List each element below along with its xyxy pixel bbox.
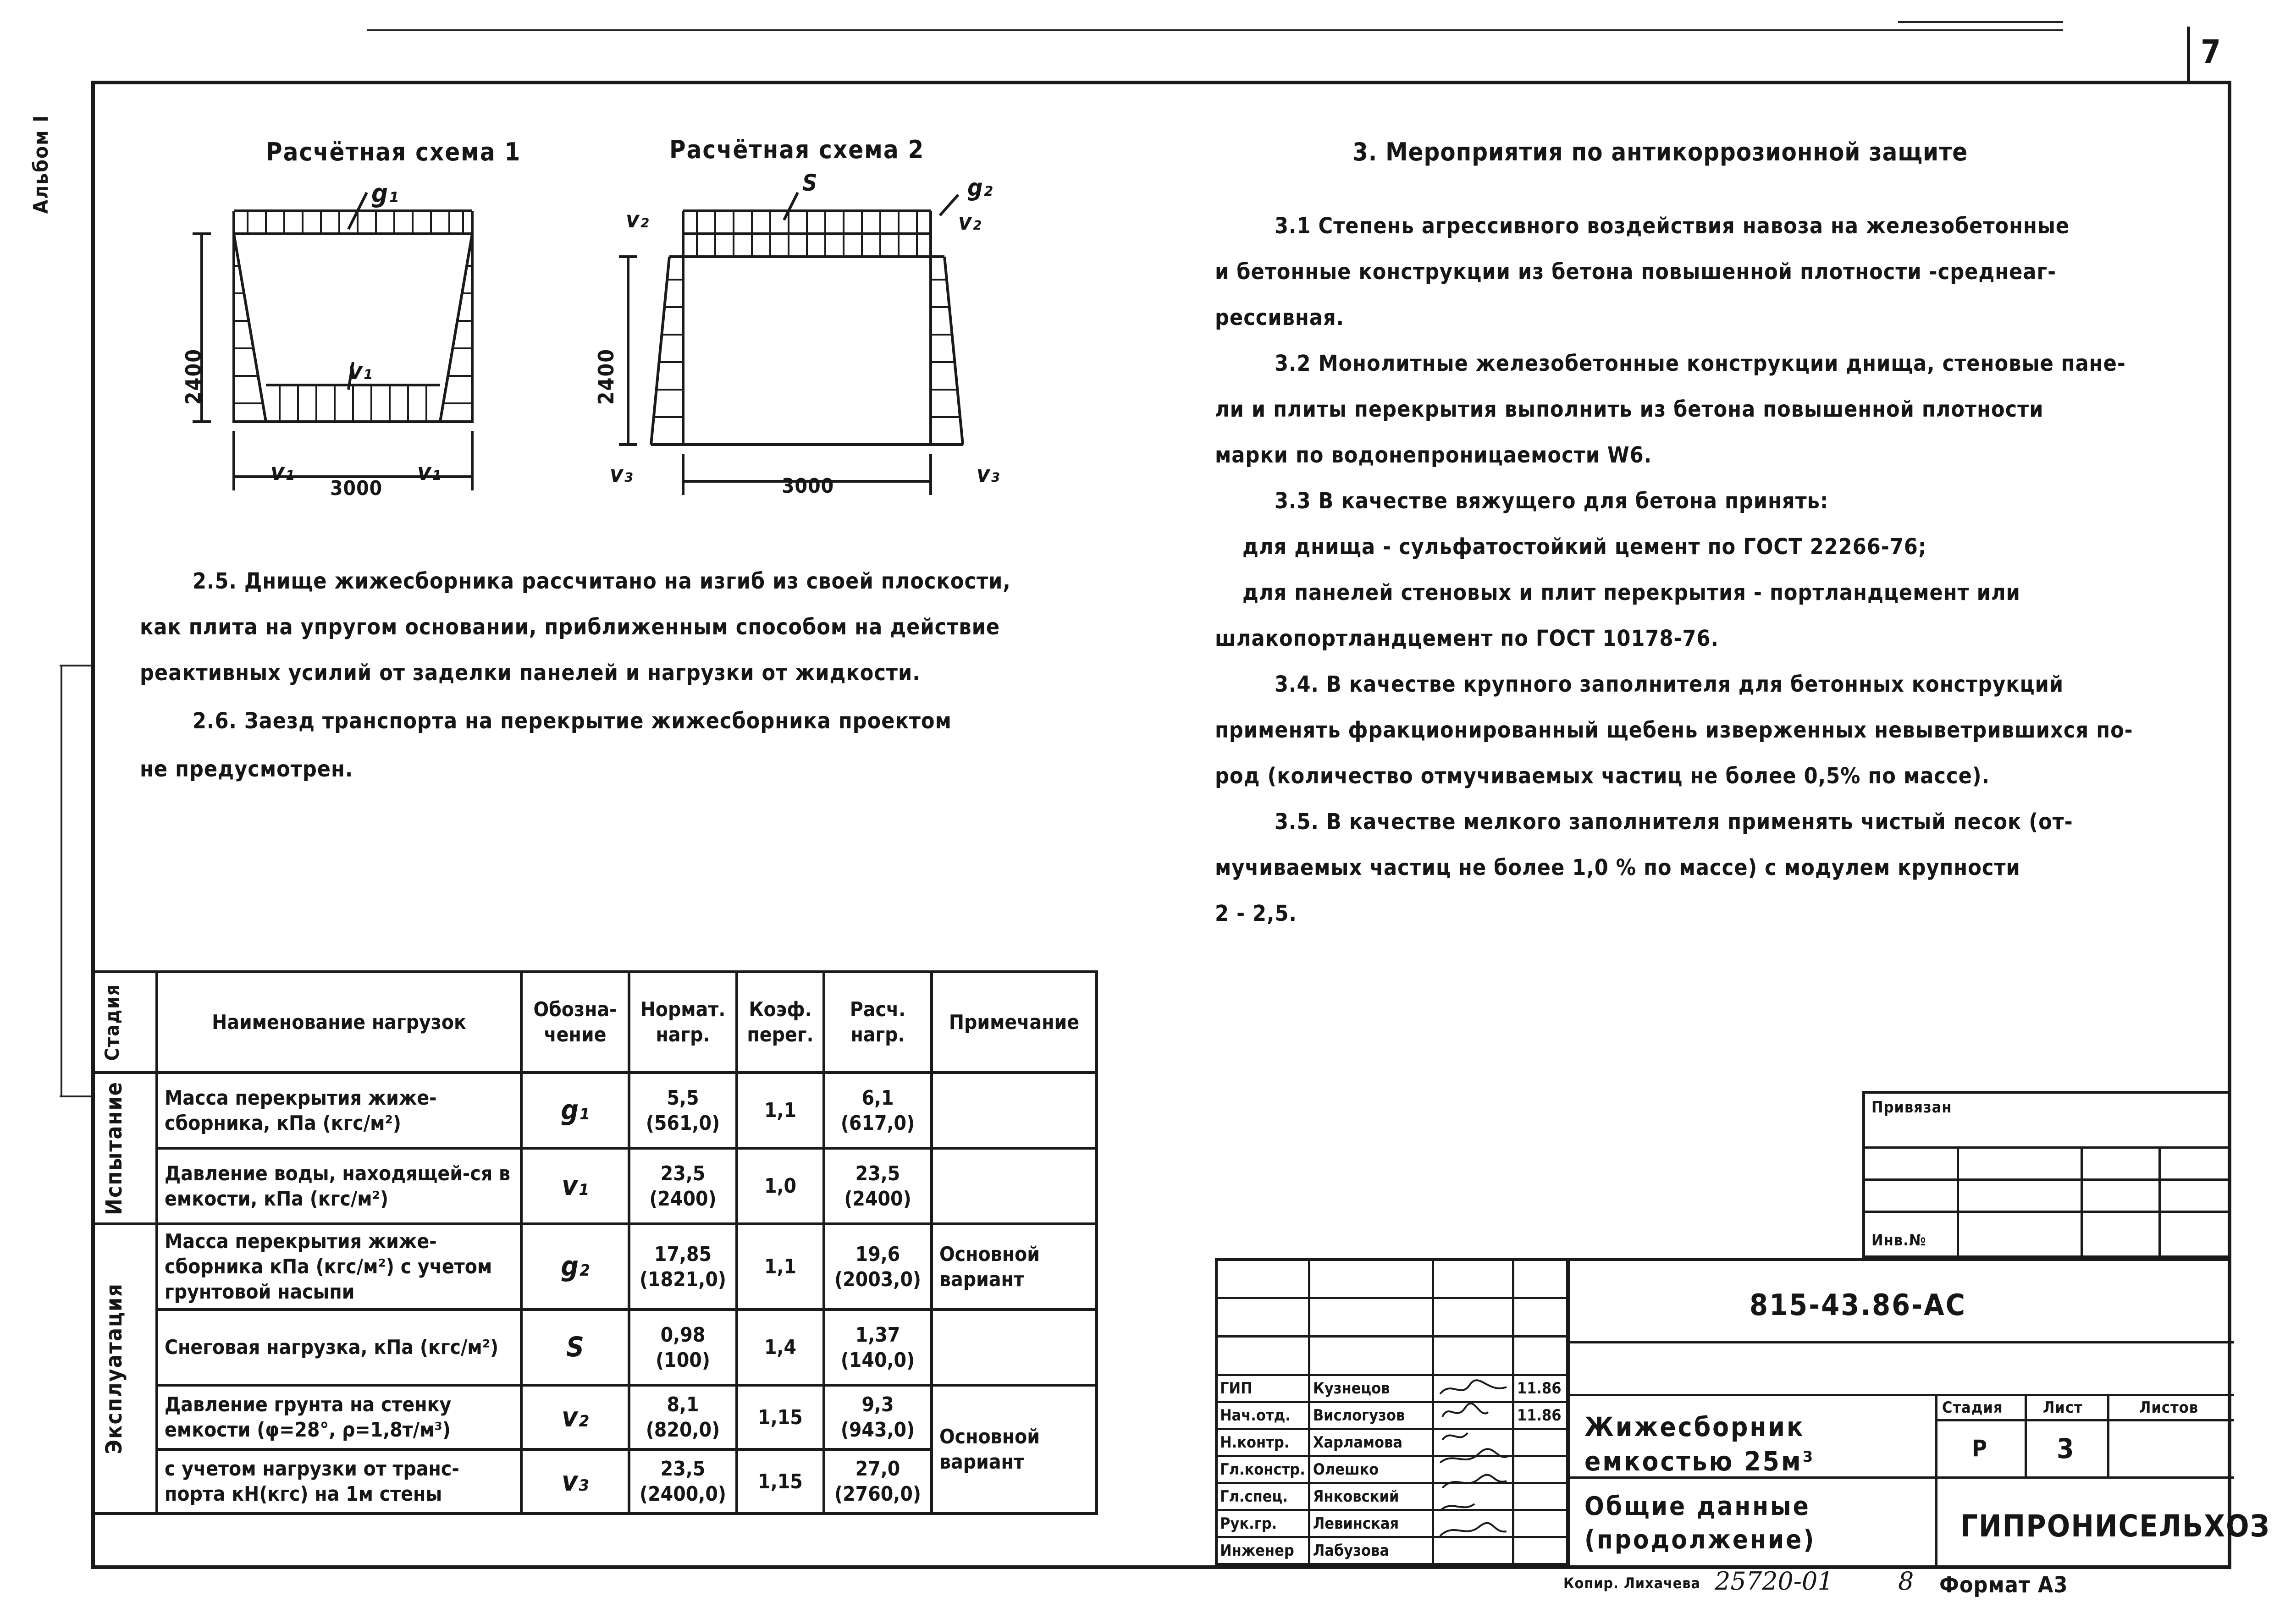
row-name: с учетом нагрузки от транс-порта кН(кгс) на 1м стены [157, 1449, 521, 1514]
album-label [29, 115, 61, 252]
section3-line-1: 3.1 Степень агрессивного воздействия навоза на железобетонные [1275, 213, 2070, 239]
row-note: Основной вариант [932, 1385, 1097, 1514]
row-coef: 1,4 [737, 1310, 824, 1385]
row-norm: 17,85 (1821,0) [629, 1224, 737, 1310]
row-calc: 23,5 (2400) [824, 1148, 932, 1224]
table-row [93, 1148, 1097, 1224]
scheme1-dim-w: 3000 [330, 477, 383, 500]
row-coef: 1,15 [737, 1385, 824, 1449]
scheme2-v2-left: v₂ [626, 206, 650, 233]
row-coef: 1,1 [737, 1224, 824, 1310]
scheme1-v-right: v₁ [417, 458, 442, 486]
sheet-title: Общие данные (продолжение) [1584, 1492, 1816, 1555]
privyazan-grid-h2 [1865, 1178, 2229, 1181]
row-calc: 27,0 (2760,0) [824, 1449, 932, 1514]
col-sheet: Лист [2043, 1398, 2083, 1417]
signer-row: Гл.констр. Олешко [1216, 1456, 1568, 1483]
row-note [932, 1073, 1097, 1148]
binding-mark-2 [60, 1096, 92, 1097]
row-symbol: v₂ [521, 1385, 629, 1449]
col-sheets: Листов [2139, 1398, 2199, 1417]
para-2-5-line-3: реактивных усилий от заделки панелей и нагрузки от жидкости. [140, 660, 921, 686]
top-rule [367, 29, 2063, 31]
scheme2-dim-w: 3000 [782, 474, 834, 498]
binding-mark [60, 665, 92, 666]
col-stage: Стадия [1942, 1398, 2003, 1417]
title-divider-5 [1935, 1419, 2234, 1421]
section3-line-16: 2 - 2,5. [1215, 901, 1297, 926]
th-stage: Стадия [93, 972, 157, 1073]
binding-line [61, 665, 62, 1096]
para-2-5-line-1: 2.5. Днище жижесборника рассчитано на изгиб из своей плоскости, [193, 568, 1011, 594]
th-symbol: Обозна-чение [521, 972, 629, 1073]
title-divider-6 [2025, 1394, 2027, 1476]
section3-line-6: марки по водонепроницаемости W6. [1215, 442, 1652, 468]
top-rule-2 [1898, 21, 2063, 23]
footer-format: Формат А3 [1939, 1572, 2068, 1598]
row-calc: 1,37 (140,0) [824, 1310, 932, 1385]
row-name: Давление воды, находящей-ся в емкости, кПа (кгс/м²) [157, 1148, 521, 1224]
scheme2-title: Расчётная схема 2 [669, 135, 925, 164]
row-symbol: g₁ [521, 1073, 629, 1148]
row-name: Давление грунта на стенку емкости (φ=28°, ρ=1,8т/м³) [157, 1385, 521, 1449]
row-symbol: v₃ [521, 1449, 629, 1514]
privyazan-block [1862, 1091, 2231, 1258]
signatures [1433, 1376, 1513, 1568]
row-calc: 19,6 (2003,0) [824, 1224, 932, 1310]
title-divider-7 [2107, 1394, 2109, 1476]
th-coef: Коэф. перег. [737, 972, 824, 1073]
th-norm: Нормат. нагр. [629, 972, 737, 1073]
signer-row: Гл.спец. Янковский [1216, 1483, 1568, 1510]
row-norm: 5,5 (561,0) [629, 1073, 737, 1148]
signer-row: Нач.отд. Вислогузов 11.86 [1216, 1402, 1568, 1429]
section3-line-13: род (количество отмучиваемых частиц не более 0,5% по массе). [1215, 763, 1990, 789]
row-coef: 1,1 [737, 1073, 824, 1148]
album-label-text: Альбом I [29, 115, 53, 214]
privyazan-grid-h1 [1865, 1146, 2229, 1149]
th-note: Примечание [932, 972, 1097, 1073]
page-number: 7 [2187, 27, 2231, 84]
row-name: Масса перекрытия жиже-сборника кПа (кгс/м²) с учетом грунтовой насыпи [157, 1224, 521, 1310]
table-row [93, 1310, 1097, 1385]
row-note: Основной вариант [932, 1224, 1097, 1310]
section3-line-10: шлакопортландцемент по ГОСТ 10178-76. [1215, 626, 1719, 651]
object-title: Жижесборник емкостью 25м³ [1584, 1411, 1815, 1477]
section3-line-3: рессивная. [1215, 305, 1345, 330]
privyazan-grid-v1 [1957, 1146, 1959, 1256]
row-coef: 1,15 [737, 1449, 824, 1514]
section3-line-15: мучиваемых частиц не более 1,0 % по массе) с модулем крупности [1215, 855, 2020, 881]
table-row [93, 1073, 1097, 1148]
row-norm: 0,98 (100) [629, 1310, 737, 1385]
privyazan-grid-v2 [2081, 1146, 2083, 1256]
table-row [93, 1224, 1097, 1310]
th-calc: Расч. нагр. [824, 972, 932, 1073]
para-2-6-line-2: не предусмотрен. [140, 756, 353, 782]
section3-line-5: ли и плиты перекрытия выполнить из бетона повышенной плотности [1215, 396, 2044, 422]
section3-line-2: и бетонные конструкции из бетона повышенной плотности -среднеаг- [1215, 259, 2057, 285]
section3-title: 3. Мероприятия по антикоррозионной защите [1352, 138, 1968, 166]
scheme2-v3-left: v₃ [610, 461, 634, 487]
signer-row: Рук.гр. Левинская [1216, 1510, 1568, 1537]
privyazan-label: Привязан [1871, 1098, 1952, 1117]
inv-label: Инв.№ [1871, 1231, 1926, 1250]
row-norm: 8,1 (820,0) [629, 1385, 737, 1449]
row-calc: 6,1 (617,0) [824, 1073, 932, 1148]
title-divider-2 [1568, 1394, 2234, 1396]
scheme1-g-label: g₁ [371, 179, 399, 209]
doc-code: 815-43.86-АС [1750, 1288, 1966, 1322]
stage-test: Испытание [93, 1073, 157, 1224]
signature-grid [1215, 1258, 1568, 1565]
loads-table [91, 970, 1098, 1515]
scheme1-title: Расчётная схема 1 [266, 138, 521, 166]
section3-line-12: применять фракционированный щебень изверженных невыветрившихся по- [1215, 717, 2133, 743]
row-symbol: v₁ [521, 1148, 629, 1224]
footer-copied: Копир. Лихачева [1563, 1574, 1700, 1592]
privyazan-grid-h3 [1865, 1211, 2229, 1213]
organization: ГИПРОНИСЕЛЬХОЗ [1960, 1508, 2270, 1544]
row-note [932, 1310, 1097, 1385]
table-row [93, 1385, 1097, 1449]
footer-sheet-mark: 8 [1898, 1567, 1914, 1596]
para-2-5-line-2: как плита на упругом основании, приближенным способом на действие [140, 614, 1000, 640]
para-2-6-line-1: 2.6. Заезд транспорта на перекрытие жижесборника проектом [193, 708, 952, 734]
stage-operation: Эксплуатация [93, 1224, 157, 1514]
row-norm: 23,5 (2400,0) [629, 1449, 737, 1514]
scheme1-v-left: v₁ [270, 458, 295, 486]
footer-number: 25720-01 [1715, 1567, 1833, 1596]
sheet-value: 3 [2057, 1433, 2075, 1465]
row-name: Снеговая нагрузка, кПа (кгс/м²) [157, 1310, 521, 1385]
scheme2-s-label: S [802, 170, 818, 196]
stage-value: Р [1972, 1435, 1987, 1462]
row-coef: 1,0 [737, 1148, 824, 1224]
section3-line-14: 3.5. В качестве мелкого заполнителя применять чистый песок (от- [1275, 809, 2073, 835]
scheme1-v-label: v₁ [348, 358, 373, 385]
row-symbol: S [521, 1310, 629, 1385]
privyazan-grid-v3 [2158, 1146, 2161, 1256]
scheme1-dim-h: 2400 [181, 348, 206, 405]
title-block [1215, 1258, 2270, 1569]
scheme1-diagram [174, 174, 532, 523]
th-name: Наименование нагрузок [157, 972, 521, 1073]
section3-line-7: 3.3 В качестве вяжущего для бетона принять: [1275, 488, 1829, 514]
title-divider-1 [1568, 1261, 1570, 1569]
scheme2-dim-h: 2400 [594, 348, 618, 405]
row-calc: 9,3 (943,0) [824, 1385, 932, 1449]
row-name: Масса перекрытия жиже-сборника, кПа (кгс/м²) [157, 1073, 521, 1148]
signer-row: Инженер Лабузова [1216, 1537, 1568, 1564]
section3-line-4: 3.2 Монолитные железобетонные конструкции днища, стеновые пане- [1275, 351, 2126, 376]
scheme2-v2-right: v₂ [958, 209, 982, 235]
row-norm: 23,5 (2400) [629, 1148, 737, 1224]
scheme2-v3-right: v₃ [977, 461, 1000, 487]
section3-line-8: для днища - сульфатостойкий цемент по ГОСТ 22266-76; [1242, 534, 1927, 560]
row-note [932, 1148, 1097, 1224]
signer-row: ГИП Кузнецов 11.86 [1216, 1375, 1568, 1402]
scheme2-g-label: g₂ [967, 174, 993, 202]
section3-line-11: 3.4. В качестве крупного заполнителя для бетонных конструкций [1275, 672, 2064, 697]
row-symbol: g₂ [521, 1224, 629, 1310]
section3-line-9: для панелей стеновых и плит перекрытия - портландцемент или [1242, 580, 2020, 606]
signer-row: Н.контр. Харламова [1216, 1429, 1568, 1456]
